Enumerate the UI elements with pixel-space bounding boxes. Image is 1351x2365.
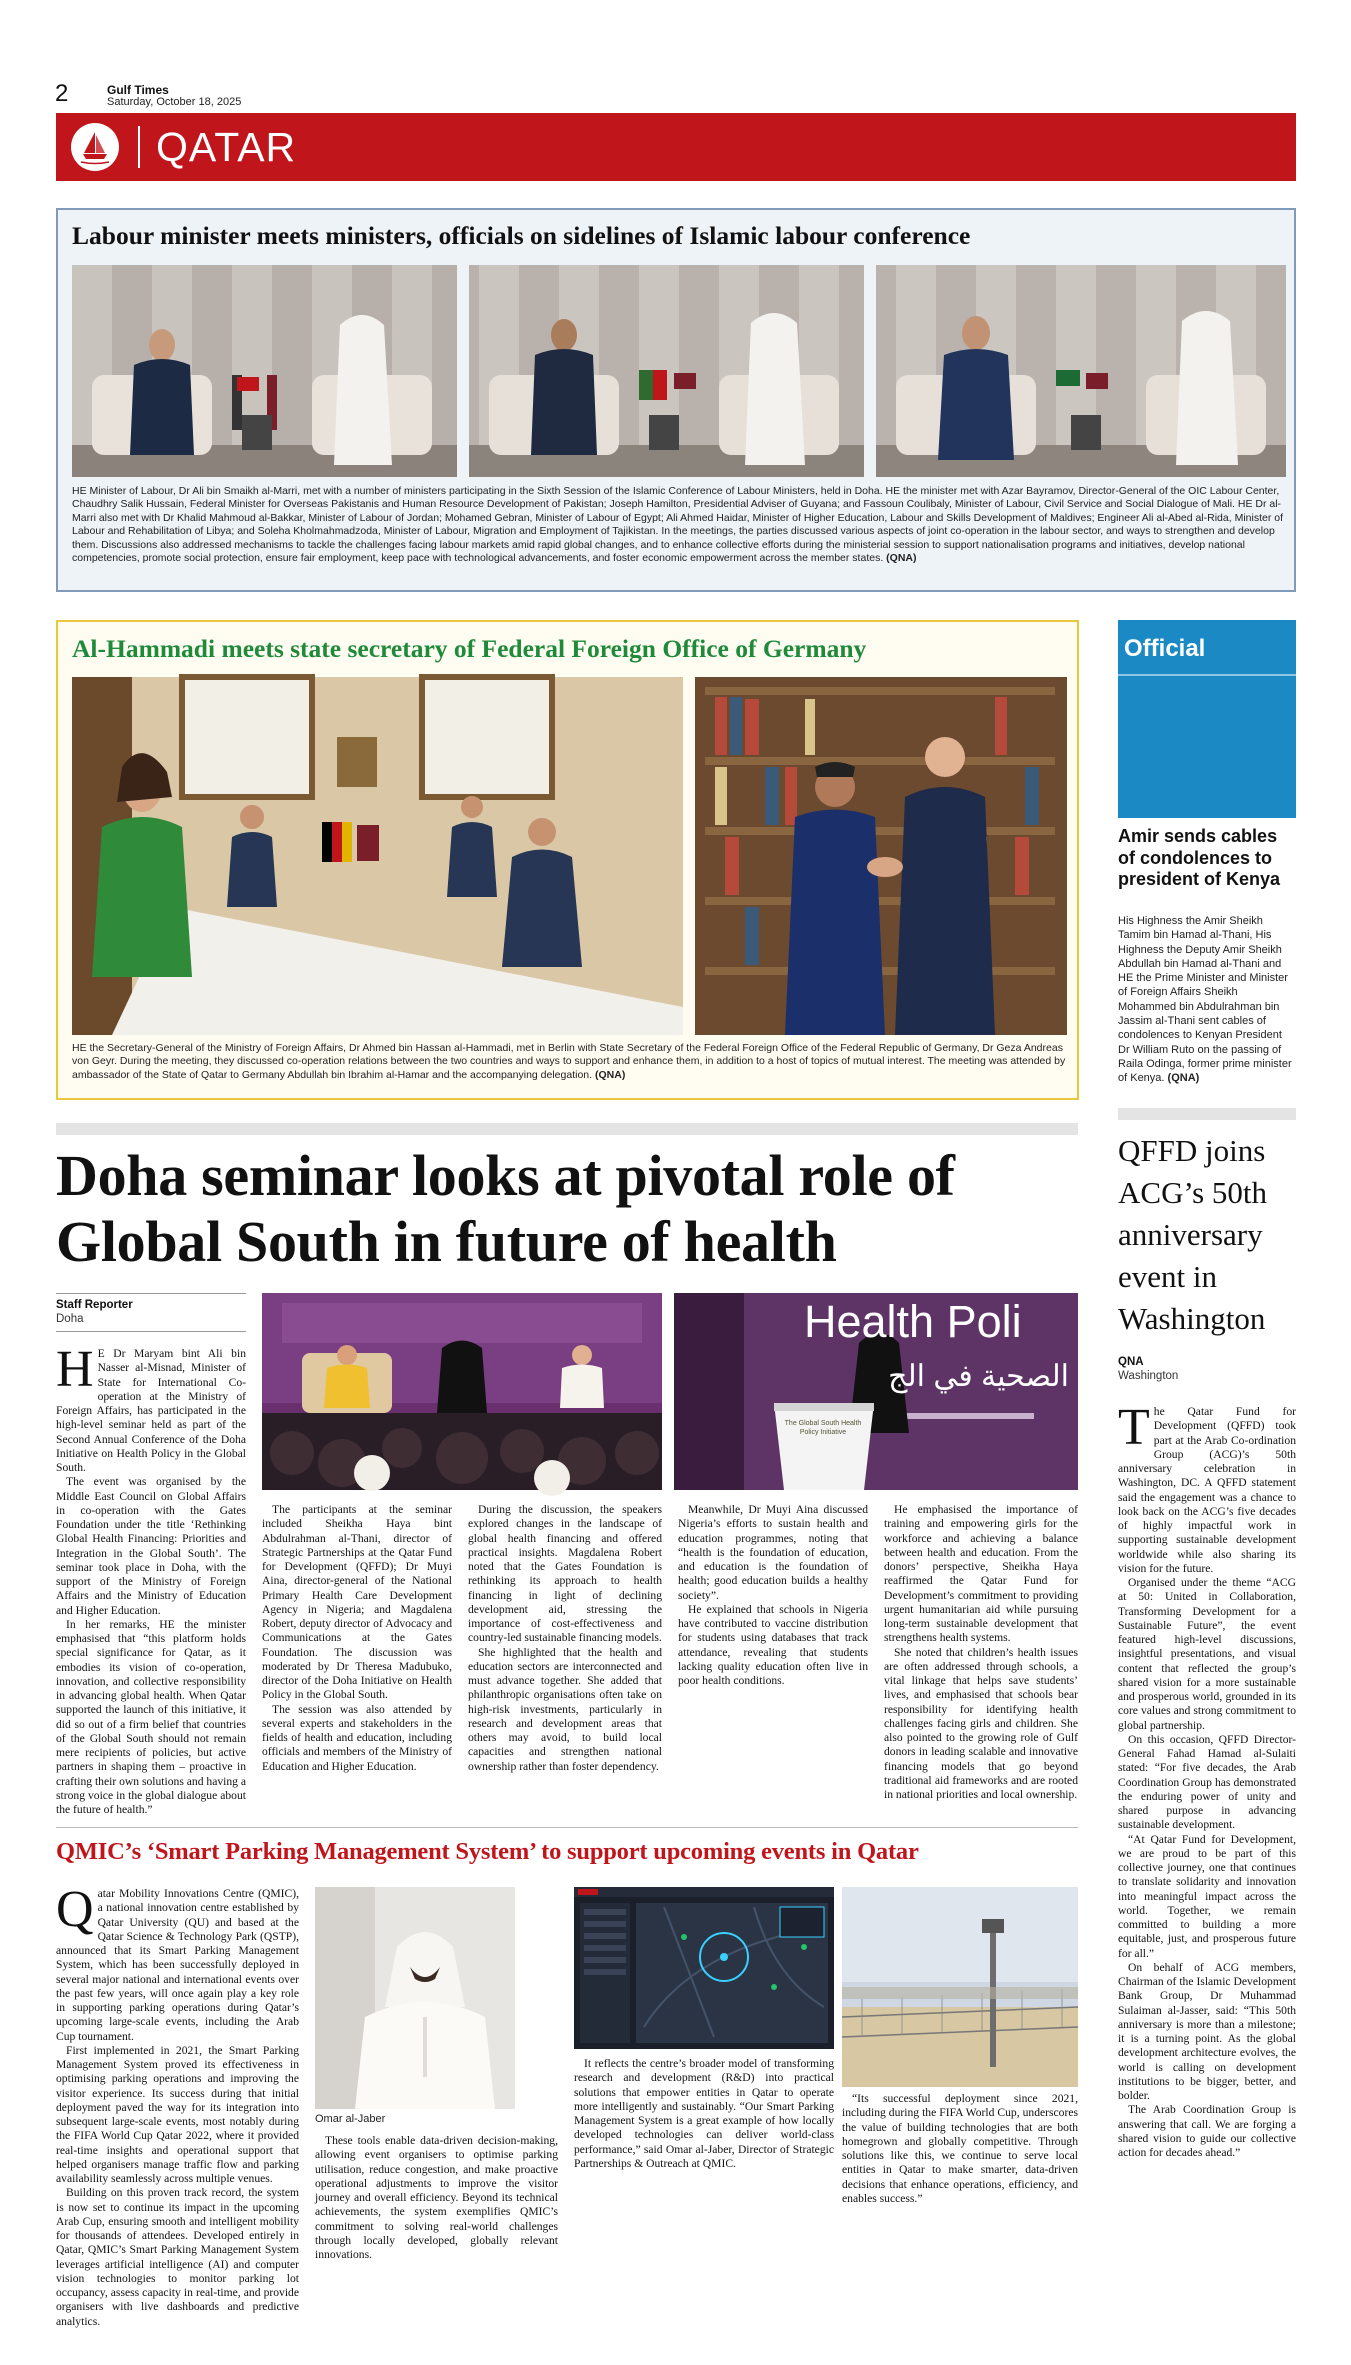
qffd-para-6: The Arab Coordination Group is answering that call. We are forging a shared vision to guide our collective action for decades ahead.” (1118, 2103, 1296, 2159)
seminar-drop-cap: H (56, 1341, 94, 1398)
seminar-column-3 (468, 1503, 662, 1817)
qffd-para-4: “At Qatar Fund for Development, we are proud to be part of this collective journey, one that continues to translate solidarity and innovation into meaningful impact across the world. Together, we remain committed to building a more equitable, just, and prosperous future for all.” (1118, 1832, 1296, 1960)
section-title: QATAR (156, 124, 297, 170)
seminar-headline: Doha seminar looks at pivotal role of Global South in future of health (56, 1143, 955, 1274)
seminar-column-4 (678, 1503, 868, 1817)
qffd-para-5: On behalf of ACG members, Chairman of the Islamic Development Bank Group, Dr Muhammad Sulaiman al-Jasser, said: “This 50th anniversary is more than a milestone; it is a turning point. As the global development architecture evolves, the world is calling on development institutions to be bigger, better, and bolder. (1118, 1960, 1296, 2102)
seminar-para-3: In her remarks, HE the minister emphasised that “this platform holds special significance for Qatar, as it embodies its vision of co-operation, innovation, and collective responsibility in advancing global health. When Qatar supported the launch of this initiative, it did so out of a firm belief that countries of the Global South should not remain mere recipients of policies, but active partners in shaping them – proactive in crafting their own solutions and having a strong voice in the global dialogue about the future of health.” (56, 1617, 246, 1816)
qmic-photo-caption: Omar al-Jaber (315, 2113, 386, 2125)
section-banner (56, 113, 1296, 181)
labour-caption-text: HE Minister of Labour, Dr Ali bin Smaikh al-Marri, met with a number of ministers participating in the Sixth Session of the Islamic Conference of Labour Ministers, held in Doha. HE the minister met with Azar Bayramov, Director-General of the OIC Labour Center, Chaudhry Salik Hussain, Federal Minister for Overseas Pakistanis and Human Resource Development of Pakistan; Joseph Hamilton, Presidential Adviser of Guyana; and Fassoun Coulibaly, Minister of Labour, Civil Service and Social Dialogue of Mali. HE Dr al-Marri also met with Dr Khalid Mahmoud al-Bakkar, Minister of Labour of Jordan; Mohamed Gebran, Minister of Labour of Egypt; Ali Ahmed Haidar, Minister of Higher Education, Labour and Skills Development of Maldives; Engineer Ali al-Abed al-Rida, Minister of Labour and Rehabilitation of Libya; and Soleha Kholmahmadzoda, Minister of Labour, Migration and Employment of Tajikistan. In the meetings, the parties discussed various aspects of joint co-operation in the labour sector, and ways to strengthen and develop them. Discussions also addressed mechanisms to tackle the challenges facing labour markets amid rapid global changes, and to enhance collective efforts during the ministerial session to support nationalisation programs and initiatives, develop national competencies, promote social protection, ensure fair employment, keep pace with technological advancements, and foster economic empowerment across the member states. (72, 485, 1283, 565)
qffd-headline: QFFD joins ACG’s 50th anniversary event in Washington (1118, 1133, 1267, 1336)
qmic-headline: QMIC’s ‘Smart Parking Management System’ to support upcoming events in Qatar (56, 1838, 919, 1865)
qmic-column-2 (315, 2134, 558, 2302)
qmic-top-rule (56, 1827, 1078, 1828)
qffd-column (1118, 1399, 1296, 2300)
hammadi-photo-handshake (695, 677, 1067, 1035)
qmic-para-4: These tools enable data-driven decision-making, allowing event organisers to optimise parking utilisation, reduce congestion, and make proactive operational adjustments to improve the visitor journey and overall efficiency. Beyond its technical achievements, the system exemplifies QMIC’s commitment to solving real-world challenges through locally developed, globally relevant innovations. (315, 2134, 558, 2261)
seminar-column-5 (884, 1503, 1078, 1817)
labour-photo-3 (876, 265, 1286, 477)
seminar-photo-speaker (674, 1293, 1078, 1490)
seminar-para-10: He emphasised the importance of training and empowering girls for the workforce and achieving a balance between health and education. From the donors’ perspective, Sheikha Haya reaffirmed the Qatar Fund for Development’s commitment to providing urgent humanitarian aid while pursuing long-term sustainable development that strengthens health systems. (884, 1503, 1078, 1645)
seminar-byline: Staff Reporter (56, 1299, 133, 1311)
seminar-para-1: E Dr Maryam bint Ali bin Nasser al-Misnad, Minister of State for International Co-operation at the Ministry of Foreign Affairs, has participated in the high-level seminar held as part of the Second Annual Conference of the Doha Initiative on Health Policy in the Global South. (56, 1347, 246, 1474)
official-body-text: His Highness the Amir Sheikh Tamim bin Hamad al-Thani, His Highness the Deputy Amir Sheikh Abdullah bin Hamad al-Thani and HE the Prime Minister and Minister of Foreign Affairs Sheikh Mohammed bin Abdulrahman bin Jassim al-Thani sent cables of condolences to Kenyan President Dr William Ruto on the passing of Raila Odinga, former prime minister of Kenya. (1118, 915, 1292, 1085)
qffd-byline: QNA (1118, 1356, 1144, 1368)
seminar-para-6: During the discussion, the speakers explored changes in the landscape of global health financing and offered practical insights. Magdalena Robert noted that the Gates Foundation is rethinking its approach to health financing in light of declining development aid, stressing the importance of cost-effectiveness and country-led sustainable financing models. (468, 1503, 662, 1645)
labour-photo-1 (72, 265, 457, 477)
official-label-underline (1118, 674, 1296, 676)
qmic-photo-parking (842, 1887, 1078, 2087)
qmic-para-1: atar Mobility Innovations Centre (QMIC), a national innovation centre established by Qatar University (QU) and based at the Qatar Science & Technology Park (QSTP), announced that its Smart Parking Management System, which has been successfully deployed in several major national and international events over the past few years, will once again play a key role in supporting parking operations during Qatar’s upcoming large-scale events, including the Arab Cup tournament. (56, 1887, 299, 2043)
qffd-drop-cap: T (1118, 1399, 1150, 1456)
seminar-para-7: She highlighted that the health and education sectors are interconnected and must advance together. She added that philanthropic organisations often take on high-risk investments, particularly in research and development areas that others may avoid, to build local capacities and strengthen national ownership rather than foster dependency. (468, 1645, 662, 1773)
seminar-para-2: The event was organised by the Middle East Council on Global Affairs in co-operation with the Gates Foundation under the title ‘Rethinking Global Health Financing: Priorities and Integration in the Global South’. The seminar took place in Doha, with the support of the Ministry of Foreign Affairs and the Ministry of Education and Higher Education. (56, 1475, 246, 1617)
seminar-column-1 (56, 1341, 246, 1817)
hammadi-story-box (56, 620, 1079, 1100)
qmic-column-3 (574, 2057, 834, 2302)
official-label: Official (1124, 635, 1206, 662)
official-credit: (QNA) (1167, 1072, 1200, 1085)
hammadi-photo-meeting (72, 677, 683, 1035)
qffd-top-rule (1118, 1108, 1296, 1120)
seminar-photo-panel (262, 1293, 662, 1490)
seminar-para-4: The participants at the seminar included Sheikha Haya bint Abdulrahman al-Thani, director of Strategic Partnerships at the Qatar Fund for Development (QFFD); Dr Muyi Aina, director-general of the National Primary Health Care Development Agency in Nigeria; and Magdalena Robert, deputy director of Advocacy and Communications at the Gates Foundation. The discussion was moderated by Dr Theresa Madubuko, director of the Doha Initiative on Health Policy in the Global South. (262, 1503, 452, 1702)
issue-date: Saturday, October 18, 2025 (107, 96, 242, 108)
seminar-photo-sign-en: Health Poli (804, 1296, 1022, 1347)
qmic-column-4 (842, 2092, 1078, 2302)
qmic-para-2: First implemented in 2021, the Smart Parking Management System proved its effectiveness in optimising parking operations and improving the visitor experience. Its success during that initial deployment paved the way for its integration into subsequent large-scale events, most notably during the FIFA World Cup Qatar 2022, where it provided real-time insights and operational support that helped organisers manage traffic flow and parking availability seamlessly across multiple venues. (56, 2043, 299, 2185)
qmic-column-1 (56, 1881, 299, 2328)
hammadi-credit: (QNA) (594, 1068, 626, 1081)
seminar-para-9: He explained that schools in Nigeria have contributed to vaccine distribution for students using databases that track attendance, revealing that students lacking quality education often live in poor health conditions. (678, 1602, 868, 1687)
hammadi-headline: Al-Hammadi meets state secretary of Federal Foreign Office of Germany (72, 634, 867, 663)
qmic-para-3: Building on this proven track record, the system is now set to continue its impact in the upcoming Arab Cup, ensuring smooth and intelligent mobility for thousands of attendees. Developed entirely in Qatar, QMIC’s Smart Parking Management System leverages artificial intelligence (AI) and computer vision technologies to monitor parking lot occupancy, assess capacity in real-time, and provide organisers with live dashboards and predictive analytics. (56, 2186, 299, 2328)
paper-name: Gulf Times (107, 83, 169, 97)
seminar-byline-rule (56, 1293, 246, 1294)
official-headline: Amir sends cables of condolences to president of Kenya (1118, 826, 1281, 889)
seminar-para-5: The session was also attended by several experts and stakeholders in the fields of health and education, including officials and members of the Ministry of Education and Higher Education. (262, 1702, 452, 1773)
labour-photo-2 (469, 265, 864, 477)
qffd-dateline: Washington (1118, 1370, 1179, 1382)
qmic-drop-cap: Q (56, 1881, 94, 1938)
seminar-dateline: Doha (56, 1313, 84, 1325)
seminar-para-8: Meanwhile, Dr Muyi Aina discussed Nigeria’s efforts to sustain health and education programmes, noting that “health is the foundation of education, and education is the foundation of health; good education builds a healthy society”. (678, 1503, 868, 1602)
official-body (1118, 914, 1296, 1086)
qffd-para-3: On this occasion, QFFD Director-General Fahad Hamad al-Sulaiti stated: “For five decades, the Arab Coordination Group has demonstrated the enduring power of unity and shared purpose in advancing sustainable development. (1118, 1732, 1296, 1832)
seminar-column-2 (262, 1503, 452, 1817)
official-photo-block (1118, 620, 1296, 818)
seminar-top-rule (56, 1123, 1078, 1135)
qffd-para-1: he Qatar Fund for Development (QFFD) took part at the Arab Co-ordination Group (ACG)’s 50th anniversary celebration in Washington, DC. A QFFD statement said the engagement was a chance to look back on the ACG’s five decades of highly impactful work in supporting sustainable development worldwide while also sharing its vision for the future. (1118, 1405, 1296, 1575)
qmic-photo-portrait (315, 1887, 515, 2109)
qffd-para-2: Organised under the theme “ACG at 50: United in Collaboration, Transforming Development for a Sustainable Future”, the event featured high-level discussions, insightful presentations, and visual content that reflected the group’s shared vision for a more sustainable and prosperous world, grounded in its core values and strong commitment to global partnership. (1118, 1576, 1296, 1732)
labour-headline: Labour minister meets ministers, officials on sidelines of Islamic labour conference (72, 221, 971, 250)
qmic-para-6: “Its successful deployment since 2021, including during the FIFA World Cup, underscores the value of building technologies that are both homegrown and globally competitive. Through solutions like this, we continue to serve local entities in Qatar to make smarter, data-driven decisions that enhance operations, efficiency, and enables success.” (842, 2092, 1078, 2205)
qmic-para-5: It reflects the centre’s broader model of transforming research and development (R&D) into practical solutions that empower entities in Qatar to operate more intelligently and sustainably. “Our Smart Parking Management System is a great example of how locally developed technologies can deliver world-class performance,” said Omar al-Jaber, Director of Strategic Partnerships & Outreach at QMIC. (574, 2057, 834, 2170)
dhow-logo-icon (71, 123, 119, 171)
hammadi-caption-text: HE the Secretary-General of the Ministry of Foreign Affairs, Dr Ahmed bin Hassan al-Hammadi, met in Berlin with State Secretary of the Federal Foreign Office of the Federal Republic of Germany, Dr Geza Andreas von Geyr. During the meeting, they discussed co-operation relations between the two countries and ways to support and enhance them, in addition to a host of topics of mutual interest. The meeting was attended by ambassador of the State of Qatar to Germany Abdullah bin Ibrahim al-Hamar and the accompanying delegation. (72, 1042, 1066, 1081)
page-number: 2 (55, 80, 69, 107)
labour-credit: (QNA) (886, 552, 917, 565)
seminar-byline-rule-2 (56, 1331, 246, 1332)
seminar-para-11: She noted that children’s health issues are often addressed through schools, a vital linkage that helps save students’ lives, and emphasised that schools bear responsibility for identifying health challenges facing girls and children. She also pointed to the growing role of Gulf donors in leading scalable and innovative financing models that go beyond traditional aid frameworks and are rooted in national priorities and local ownership. (884, 1645, 1078, 1801)
banner-divider (138, 126, 140, 168)
seminar-photo-sign-ar: الصحية في الج (888, 1360, 1069, 1393)
hammadi-caption (72, 1042, 1067, 1096)
labour-caption (72, 485, 1286, 581)
seminar-photo-lectern: The Global South Health Policy Initiative (784, 1420, 862, 1436)
qmic-photo-dashboard (574, 1887, 834, 2049)
labour-story-box (56, 208, 1296, 592)
